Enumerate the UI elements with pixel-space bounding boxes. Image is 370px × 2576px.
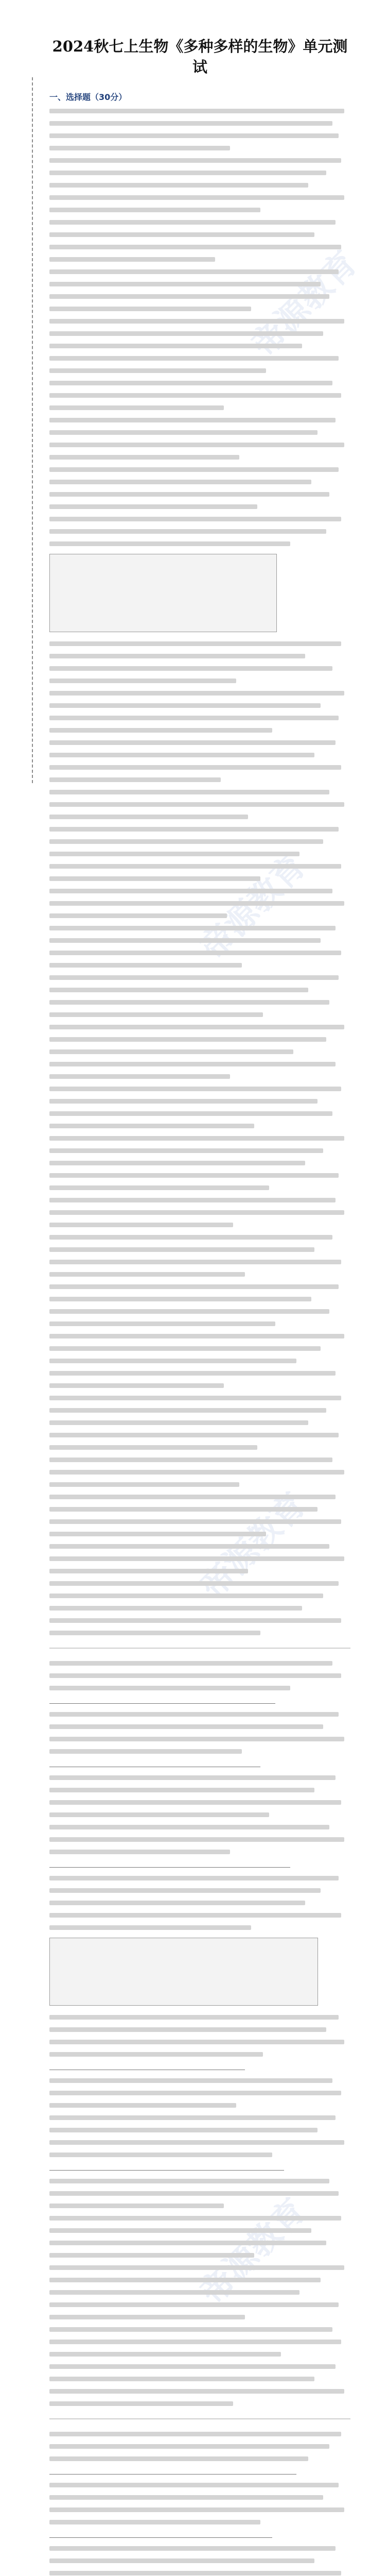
margin-field-class	[12, 242, 22, 325]
question-block-choice-2	[49, 641, 350, 1635]
margin-field-name	[12, 108, 22, 191]
section-heading-choice: 一、选择题（30分）	[49, 92, 127, 102]
question-block-short-answer-3	[49, 2432, 350, 2576]
watermark: 帝源教育	[244, 243, 365, 364]
figure-experiment-diagram	[49, 1938, 318, 2006]
answer-blank[interactable]	[49, 1761, 260, 1767]
page-title: 2024秋七上生物《多种多样的生物》单元测试	[52, 38, 348, 76]
watermark: 帝源教育	[192, 846, 313, 967]
margin-field-number	[12, 376, 22, 459]
answer-blank[interactable]	[49, 2165, 284, 2171]
question-block-choice-1	[49, 109, 350, 546]
section-divider	[49, 2418, 350, 2419]
answer-blank[interactable]	[49, 1862, 290, 1868]
section-divider	[49, 1648, 350, 1649]
answer-blank[interactable]	[49, 1698, 275, 1704]
binding-cut-line	[32, 77, 33, 783]
question-block-short-answer-1	[49, 1661, 350, 1930]
figure-question-image-1	[49, 554, 277, 632]
answer-blank[interactable]	[49, 2532, 272, 2538]
question-block-short-answer-2	[49, 2015, 350, 2406]
answer-blank[interactable]	[49, 2064, 245, 2070]
exam-page	[49, 36, 350, 2576]
watermark: 帝源教育	[192, 2191, 313, 2312]
binding-margin	[0, 0, 44, 786]
answer-blank[interactable]	[49, 2469, 296, 2475]
